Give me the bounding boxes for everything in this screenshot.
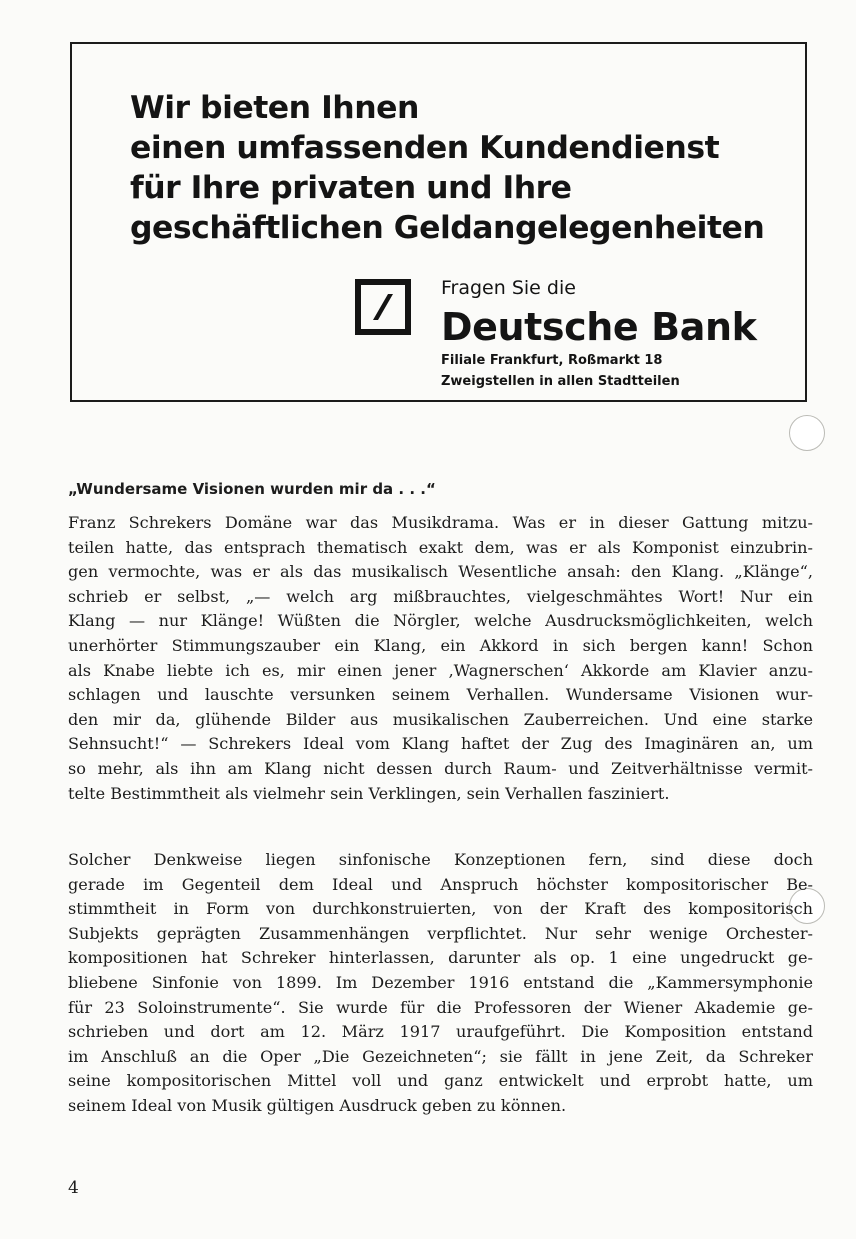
text-line: Subjekts geprägten Zusammenhängen verpflichtet. Nur sehr wenige Orchester-	[68, 923, 813, 943]
bank-ask: Fragen Sie die	[441, 277, 576, 299]
ad-headline-line: einen umfassenden Kundendienst	[130, 130, 720, 166]
text-line: kompositionen hat Schreker hinterlassen, darunter als op. 1 eine ungedruckt ge-	[68, 948, 813, 968]
text-line: Sehnsucht!“ — Schrekers Ideal vom Klang haftet der Zug des Imaginären an, um	[68, 734, 813, 754]
text-line: stimmtheit in Form von durchkonstruierten, von der Kraft des kompositorisch	[68, 899, 813, 919]
page-number: 4	[68, 1178, 79, 1198]
text-line: gerade im Gegenteil dem Ideal und Anspruch höchster kompositorischer Be-	[68, 874, 813, 894]
text-line: den mir da, glühende Bilder aus musikalischen Zauberreichen. Und eine starke	[68, 709, 813, 729]
punch-hole	[789, 415, 825, 451]
ad-headline-line: geschäftlichen Geldangelegenheiten	[130, 210, 765, 246]
advertisement-box	[70, 42, 807, 402]
logo-slash-icon	[361, 285, 405, 329]
text-line: telte Bestimmtheit als vielmehr sein Verklingen, sein Verhallen fasziniert.	[68, 783, 670, 803]
section-heading: „Wundersame Visionen wurden mir da . . .“	[68, 480, 436, 498]
text-line: für 23 Soloinstrumente“. Sie wurde für die Professoren der Wiener Akademie ge-	[68, 997, 813, 1017]
text-line: Solcher Denkweise liegen sinfonische Konzeptionen fern, sind diese doch	[68, 850, 813, 869]
text-line: seine kompositorischen Mittel voll und ganz entwickelt und erprobt hatte, um	[68, 1071, 813, 1091]
deutsche-bank-logo-icon	[355, 279, 411, 335]
text-line: Klang — nur Klänge! Wüßten die Nörgler, welche Ausdrucksmöglichkeiten, welch	[68, 611, 813, 631]
text-line: Franz Schrekers Domäne war das Musikdrama. Was er in dieser Gattung mitzu-	[68, 513, 813, 532]
text-line: unerhörter Stimmungszauber ein Klang, ein Akkord in sich bergen kann! Schon	[68, 635, 813, 655]
bank-branches: Zweigstellen in allen Stadtteilen	[441, 374, 680, 389]
text-line: schrieben und dort am 12. März 1917 uraufgeführt. Die Komposition entstand	[68, 1022, 813, 1042]
ad-headline-line: für Ihre privaten und Ihre	[130, 170, 572, 206]
text-line: im Anschluß an die Oper „Die Gezeichneten“; sie fällt in jene Zeit, da Schreker	[68, 1046, 813, 1066]
text-line: so mehr, als ihn am Klang nicht dessen durch Raum- und Zeitverhältnisse vermit-	[68, 758, 813, 778]
bank-address: Filiale Frankfurt, Roßmarkt 18	[441, 353, 663, 368]
text-line: teilen hatte, das entsprach thematisch exakt dem, was er als Komponist einzubrin-	[68, 537, 813, 557]
text-line: schrieb er selbst, „— welch arg mißbrauchtes, vielgeschmähtes Wort! Nur ein	[68, 586, 813, 606]
text-line: schlagen und lauschte versunken seinem Verhallen. Wundersame Visionen wur-	[68, 685, 813, 705]
bank-info	[441, 276, 756, 392]
paragraph-2	[68, 848, 813, 1119]
bank-name: Deutsche Bank	[441, 305, 757, 349]
text-line: gen vermochte, was er als das musikalisch Wesentliche ansah: den Klang. „Klänge“,	[68, 562, 813, 582]
ad-headline	[130, 88, 764, 248]
ad-headline-line: Wir bieten Ihnen	[130, 90, 419, 126]
text-line: seinem Ideal von Musik gültigen Ausdruck geben zu können.	[68, 1095, 567, 1115]
text-line: bliebene Sinfonie von 1899. Im Dezember 1916 entstand die „Kammersymphonie	[68, 972, 813, 992]
paragraph-1	[68, 511, 813, 806]
text-line: als Knabe liebte ich es, mir einen jener ‚Wagnerschen‘ Akkorde am Klavier anzu-	[68, 660, 813, 680]
